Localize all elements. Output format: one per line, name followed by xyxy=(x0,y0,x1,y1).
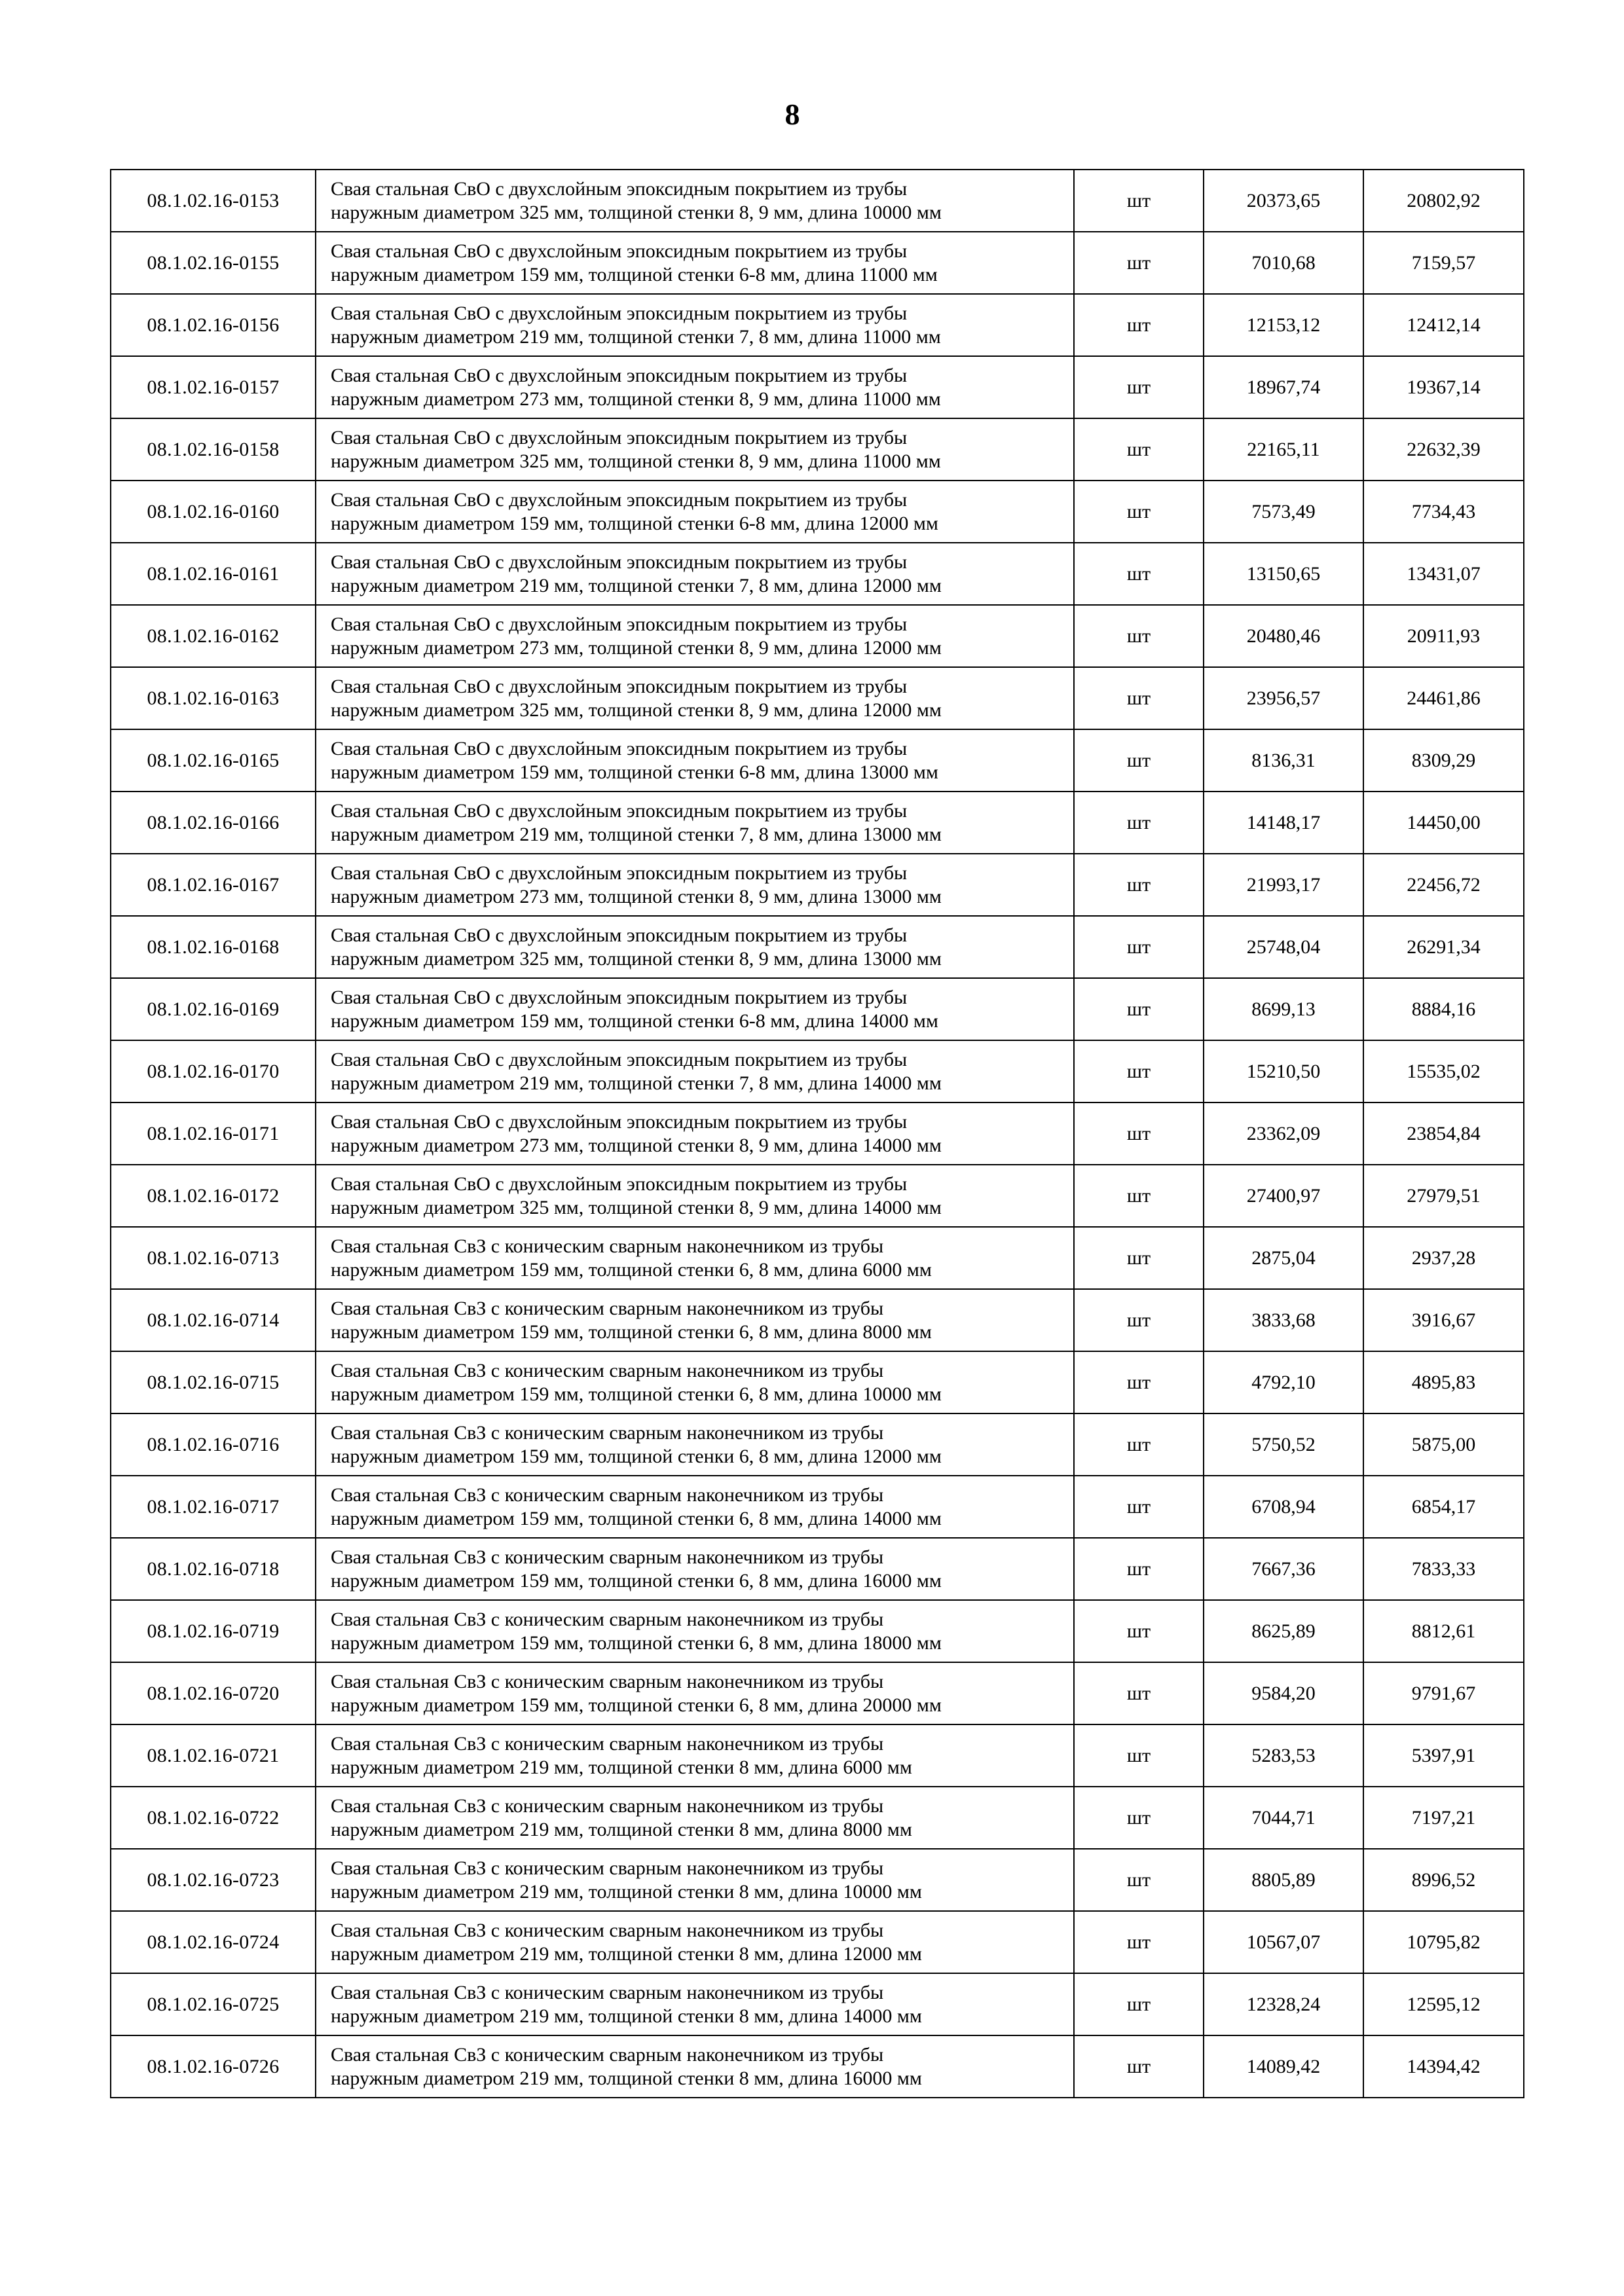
description-line-2: наружным диаметром 219 мм, толщиной стенки 7, 8 мм, длина 11000 мм xyxy=(331,325,941,348)
resource-code: 08.1.02.16-0165 xyxy=(111,729,316,792)
resource-description xyxy=(316,1787,1074,1849)
table-row xyxy=(111,1476,1524,1538)
resource-code: 08.1.02.16-0169 xyxy=(111,978,316,1040)
description-line-1: Свая стальная СвО с двухслойным эпоксидным покрытием из трубы xyxy=(331,924,908,946)
resource-description xyxy=(316,1911,1074,1973)
unit-of-measure: шт xyxy=(1074,1165,1204,1227)
resource-description xyxy=(316,1476,1074,1538)
description-line-1: Свая стальная СвО с двухслойным эпоксидным покрытием из трубы xyxy=(331,737,908,759)
price-value-1: 6708,94 xyxy=(1204,1476,1363,1538)
description-line-1: Свая стальная СвО с двухслойным эпоксидным покрытием из трубы xyxy=(331,1048,908,1070)
description-line-2: наружным диаметром 159 мм, толщиной стенки 6, 8 мм, длина 20000 мм xyxy=(331,1694,942,1716)
unit-of-measure: шт xyxy=(1074,1351,1204,1413)
table-row xyxy=(111,916,1524,978)
table-row xyxy=(111,294,1524,356)
description-line-1: Свая стальная СвО с двухслойным эпоксидным покрытием из трубы xyxy=(331,240,908,262)
unit-of-measure: шт xyxy=(1074,667,1204,729)
unit-of-measure: шт xyxy=(1074,854,1204,916)
resource-description xyxy=(316,232,1074,294)
table-row xyxy=(111,1911,1524,1973)
price-value-2: 5875,00 xyxy=(1363,1413,1524,1476)
table-row xyxy=(111,605,1524,667)
price-value-2: 2937,28 xyxy=(1363,1227,1524,1289)
unit-of-measure: шт xyxy=(1074,1724,1204,1787)
description-line-1: Свая стальная СвЗ с коническим сварным наконечником из трубы xyxy=(331,1235,884,1257)
table-row xyxy=(111,729,1524,792)
resource-code: 08.1.02.16-0714 xyxy=(111,1289,316,1351)
description-line-1: Свая стальная СвО с двухслойным эпоксидным покрытием из трубы xyxy=(331,986,908,1008)
description-line-1: Свая стальная СвО с двухслойным эпоксидным покрытием из трубы xyxy=(331,675,908,697)
resource-description xyxy=(316,1662,1074,1724)
description-line-1: Свая стальная СвЗ с коническим сварным наконечником из трубы xyxy=(331,1981,884,2003)
resource-code: 08.1.02.16-0720 xyxy=(111,1662,316,1724)
resource-description xyxy=(316,978,1074,1040)
resource-description xyxy=(316,667,1074,729)
description-line-1: Свая стальная СвО с двухслойным эпоксидным покрытием из трубы xyxy=(331,551,908,573)
resource-description xyxy=(316,1040,1074,1102)
resource-description xyxy=(316,2035,1074,2098)
description-line-1: Свая стальная СвЗ с коническим сварным наконечником из трубы xyxy=(331,1857,884,1879)
resource-description xyxy=(316,1165,1074,1227)
price-value-2: 23854,84 xyxy=(1363,1102,1524,1165)
resource-code: 08.1.02.16-0168 xyxy=(111,916,316,978)
resource-code: 08.1.02.16-0157 xyxy=(111,356,316,418)
description-line-1: Свая стальная СвО с двухслойным эпоксидным покрытием из трубы xyxy=(331,488,908,511)
price-value-2: 12412,14 xyxy=(1363,294,1524,356)
description-line-2: наружным диаметром 219 мм, толщиной стенки 8 мм, длина 10000 мм xyxy=(331,1880,922,1903)
resource-code: 08.1.02.16-0722 xyxy=(111,1787,316,1849)
resource-code: 08.1.02.16-0725 xyxy=(111,1973,316,2035)
price-value-2: 13431,07 xyxy=(1363,543,1524,605)
table-row xyxy=(111,1973,1524,2035)
resource-description xyxy=(316,1849,1074,1911)
description-line-1: Свая стальная СвО с двухслойным эпоксидным покрытием из трубы xyxy=(331,613,908,635)
price-value-2: 22456,72 xyxy=(1363,854,1524,916)
unit-of-measure: шт xyxy=(1074,1040,1204,1102)
price-table xyxy=(110,169,1524,2098)
unit-of-measure: шт xyxy=(1074,1227,1204,1289)
description-line-1: Свая стальная СвО с двухслойным эпоксидным покрытием из трубы xyxy=(331,862,908,884)
description-line-2: наружным диаметром 273 мм, толщиной стенки 8, 9 мм, длина 14000 мм xyxy=(331,1134,942,1156)
description-line-2: наружным диаметром 219 мм, толщиной стенки 8 мм, длина 14000 мм xyxy=(331,2005,922,2027)
table-row xyxy=(111,1351,1524,1413)
description-line-1: Свая стальная СвО с двухслойным эпоксидным покрытием из трубы xyxy=(331,1110,908,1133)
unit-of-measure: шт xyxy=(1074,1538,1204,1600)
price-value-2: 7734,43 xyxy=(1363,481,1524,543)
resource-description xyxy=(316,294,1074,356)
price-value-2: 7833,33 xyxy=(1363,1538,1524,1600)
price-value-1: 5750,52 xyxy=(1204,1413,1363,1476)
description-line-2: наружным диаметром 219 мм, толщиной стенки 8 мм, длина 6000 мм xyxy=(331,1756,912,1778)
unit-of-measure: шт xyxy=(1074,1476,1204,1538)
resource-description xyxy=(316,1351,1074,1413)
price-value-2: 4895,83 xyxy=(1363,1351,1524,1413)
resource-description xyxy=(316,1973,1074,2035)
description-line-1: Свая стальная СвЗ с коническим сварным наконечником из трубы xyxy=(331,1421,884,1444)
page-number: 8 xyxy=(784,98,800,131)
resource-code: 08.1.02.16-0161 xyxy=(111,543,316,605)
resource-code: 08.1.02.16-0160 xyxy=(111,481,316,543)
price-value-1: 25748,04 xyxy=(1204,916,1363,978)
description-line-2: наружным диаметром 219 мм, толщиной стенки 8 мм, длина 12000 мм xyxy=(331,1942,922,1965)
description-line-1: Свая стальная СвЗ с коническим сварным наконечником из трубы xyxy=(331,1484,884,1506)
table-row xyxy=(111,1227,1524,1289)
description-line-1: Свая стальная СвЗ с коническим сварным наконечником из трубы xyxy=(331,1732,884,1755)
description-line-1: Свая стальная СвО с двухслойным эпоксидным покрытием из трубы xyxy=(331,364,908,386)
price-value-1: 21993,17 xyxy=(1204,854,1363,916)
description-line-2: наружным диаметром 219 мм, толщиной стенки 8 мм, длина 16000 мм xyxy=(331,2067,922,2089)
price-value-2: 20911,93 xyxy=(1363,605,1524,667)
unit-of-measure: шт xyxy=(1074,605,1204,667)
description-line-2: наружным диаметром 273 мм, толщиной стенки 8, 9 мм, длина 13000 мм xyxy=(331,885,942,907)
table-row xyxy=(111,854,1524,916)
description-line-2: наружным диаметром 159 мм, толщиной стенки 6-8 мм, длина 14000 мм xyxy=(331,1010,938,1032)
resource-code: 08.1.02.16-0166 xyxy=(111,792,316,854)
description-line-1: Свая стальная СвЗ с коническим сварным наконечником из трубы xyxy=(331,1608,884,1630)
price-value-2: 3916,67 xyxy=(1363,1289,1524,1351)
price-value-1: 7010,68 xyxy=(1204,232,1363,294)
price-value-2: 22632,39 xyxy=(1363,418,1524,481)
unit-of-measure: шт xyxy=(1074,1911,1204,1973)
price-value-1: 12328,24 xyxy=(1204,1973,1363,2035)
description-line-2: наружным диаметром 159 мм, толщиной стенки 6, 8 мм, длина 6000 мм xyxy=(331,1258,932,1281)
price-value-1: 4792,10 xyxy=(1204,1351,1363,1413)
description-line-2: наружным диаметром 219 мм, толщиной стенки 7, 8 мм, длина 12000 мм xyxy=(331,574,942,596)
resource-code: 08.1.02.16-0162 xyxy=(111,605,316,667)
price-value-2: 24461,86 xyxy=(1363,667,1524,729)
resource-code: 08.1.02.16-0156 xyxy=(111,294,316,356)
price-value-1: 14089,42 xyxy=(1204,2035,1363,2098)
table-row xyxy=(111,418,1524,481)
unit-of-measure: шт xyxy=(1074,294,1204,356)
resource-description xyxy=(316,1538,1074,1600)
resource-code: 08.1.02.16-0715 xyxy=(111,1351,316,1413)
resource-code: 08.1.02.16-0724 xyxy=(111,1911,316,1973)
description-line-2: наружным диаметром 159 мм, толщиной стенки 6, 8 мм, длина 12000 мм xyxy=(331,1445,942,1467)
price-value-1: 7667,36 xyxy=(1204,1538,1363,1600)
resource-code: 08.1.02.16-0171 xyxy=(111,1102,316,1165)
resource-description xyxy=(316,543,1074,605)
price-value-2: 15535,02 xyxy=(1363,1040,1524,1102)
table-row xyxy=(111,1662,1524,1724)
resource-description xyxy=(316,481,1074,543)
resource-description xyxy=(316,1724,1074,1787)
resource-code: 08.1.02.16-0721 xyxy=(111,1724,316,1787)
resource-code: 08.1.02.16-0163 xyxy=(111,667,316,729)
description-line-1: Свая стальная СвО с двухслойным эпоксидным покрытием из трубы xyxy=(331,1173,908,1195)
unit-of-measure: шт xyxy=(1074,1973,1204,2035)
unit-of-measure: шт xyxy=(1074,729,1204,792)
resource-code: 08.1.02.16-0153 xyxy=(111,170,316,232)
unit-of-measure: шт xyxy=(1074,1102,1204,1165)
price-value-1: 23362,09 xyxy=(1204,1102,1363,1165)
resource-description xyxy=(316,418,1074,481)
description-line-2: наружным диаметром 219 мм, толщиной стенки 8 мм, длина 8000 мм xyxy=(331,1818,912,1840)
unit-of-measure: шт xyxy=(1074,1413,1204,1476)
resource-code: 08.1.02.16-0158 xyxy=(111,418,316,481)
description-line-2: наружным диаметром 159 мм, толщиной стенки 6, 8 мм, длина 10000 мм xyxy=(331,1383,942,1405)
table-row xyxy=(111,1102,1524,1165)
description-line-2: наружным диаметром 273 мм, толщиной стенки 8, 9 мм, длина 11000 мм xyxy=(331,388,941,410)
resource-description xyxy=(316,356,1074,418)
resource-code: 08.1.02.16-0155 xyxy=(111,232,316,294)
table-row xyxy=(111,232,1524,294)
price-value-1: 5283,53 xyxy=(1204,1724,1363,1787)
price-value-2: 14394,42 xyxy=(1363,2035,1524,2098)
table-body xyxy=(111,170,1524,2098)
price-value-2: 8996,52 xyxy=(1363,1849,1524,1911)
table-row xyxy=(111,978,1524,1040)
description-line-2: наружным диаметром 219 мм, толщиной стенки 7, 8 мм, длина 13000 мм xyxy=(331,823,942,845)
unit-of-measure: шт xyxy=(1074,1662,1204,1724)
price-value-1: 9584,20 xyxy=(1204,1662,1363,1724)
price-value-1: 3833,68 xyxy=(1204,1289,1363,1351)
resource-code: 08.1.02.16-0167 xyxy=(111,854,316,916)
unit-of-measure: шт xyxy=(1074,1849,1204,1911)
price-value-1: 20480,46 xyxy=(1204,605,1363,667)
description-line-2: наружным диаметром 325 мм, толщиной стенки 8, 9 мм, длина 10000 мм xyxy=(331,201,942,223)
table-row xyxy=(111,356,1524,418)
resource-code: 08.1.02.16-0726 xyxy=(111,2035,316,2098)
price-value-2: 9791,67 xyxy=(1363,1662,1524,1724)
price-value-1: 12153,12 xyxy=(1204,294,1363,356)
price-value-2: 7159,57 xyxy=(1363,232,1524,294)
price-value-1: 7573,49 xyxy=(1204,481,1363,543)
unit-of-measure: шт xyxy=(1074,418,1204,481)
price-value-1: 20373,65 xyxy=(1204,170,1363,232)
price-value-1: 18967,74 xyxy=(1204,356,1363,418)
unit-of-measure: шт xyxy=(1074,2035,1204,2098)
table-row xyxy=(111,1289,1524,1351)
resource-code: 08.1.02.16-0719 xyxy=(111,1600,316,1662)
description-line-2: наружным диаметром 325 мм, толщиной стенки 8, 9 мм, длина 11000 мм xyxy=(331,450,941,472)
description-line-2: наружным диаметром 273 мм, толщиной стенки 8, 9 мм, длина 12000 мм xyxy=(331,636,942,659)
resource-description xyxy=(316,1102,1074,1165)
price-value-1: 8136,31 xyxy=(1204,729,1363,792)
unit-of-measure: шт xyxy=(1074,232,1204,294)
table-row xyxy=(111,1165,1524,1227)
unit-of-measure: шт xyxy=(1074,1289,1204,1351)
description-line-2: наружным диаметром 159 мм, толщиной стенки 6, 8 мм, длина 14000 мм xyxy=(331,1507,942,1529)
description-line-1: Свая стальная СвО с двухслойным эпоксидным покрытием из трубы xyxy=(331,426,908,448)
description-line-2: наружным диаметром 159 мм, толщиной стенки 6-8 мм, длина 12000 мм xyxy=(331,512,938,534)
description-line-2: наружным диаметром 325 мм, толщиной стенки 8, 9 мм, длина 13000 мм xyxy=(331,947,942,970)
unit-of-measure: шт xyxy=(1074,1600,1204,1662)
table-row xyxy=(111,481,1524,543)
resource-code: 08.1.02.16-0170 xyxy=(111,1040,316,1102)
description-line-2: наружным диаметром 159 мм, толщиной стенки 6, 8 мм, длина 8000 мм xyxy=(331,1321,932,1343)
description-line-1: Свая стальная СвЗ с коническим сварным наконечником из трубы xyxy=(331,2043,884,2066)
price-value-2: 5397,91 xyxy=(1363,1724,1524,1787)
description-line-1: Свая стальная СвЗ с коническим сварным наконечником из трубы xyxy=(331,1297,884,1319)
unit-of-measure: шт xyxy=(1074,792,1204,854)
resource-code: 08.1.02.16-0713 xyxy=(111,1227,316,1289)
price-value-1: 8699,13 xyxy=(1204,978,1363,1040)
resource-code: 08.1.02.16-0723 xyxy=(111,1849,316,1911)
resource-description xyxy=(316,792,1074,854)
table-row xyxy=(111,170,1524,232)
price-value-2: 26291,34 xyxy=(1363,916,1524,978)
unit-of-measure: шт xyxy=(1074,170,1204,232)
resource-description xyxy=(316,854,1074,916)
table-row xyxy=(111,1413,1524,1476)
price-value-2: 7197,21 xyxy=(1363,1787,1524,1849)
table-row xyxy=(111,1040,1524,1102)
unit-of-measure: шт xyxy=(1074,916,1204,978)
price-value-2: 20802,92 xyxy=(1363,170,1524,232)
description-line-1: Свая стальная СвЗ с коническим сварным наконечником из трубы xyxy=(331,1670,884,1692)
description-line-2: наружным диаметром 159 мм, толщиной стенки 6-8 мм, длина 13000 мм xyxy=(331,761,938,783)
price-value-1: 8625,89 xyxy=(1204,1600,1363,1662)
description-line-1: Свая стальная СвО с двухслойным эпоксидным покрытием из трубы xyxy=(331,177,908,200)
price-value-1: 8805,89 xyxy=(1204,1849,1363,1911)
description-line-1: Свая стальная СвЗ с коническим сварным наконечником из трубы xyxy=(331,1919,884,1941)
description-line-2: наружным диаметром 325 мм, толщиной стенки 8, 9 мм, длина 12000 мм xyxy=(331,699,942,721)
price-value-1: 15210,50 xyxy=(1204,1040,1363,1102)
table-row xyxy=(111,1538,1524,1600)
unit-of-measure: шт xyxy=(1074,356,1204,418)
resource-code: 08.1.02.16-0716 xyxy=(111,1413,316,1476)
table-row xyxy=(111,1849,1524,1911)
price-value-1: 22165,11 xyxy=(1204,418,1363,481)
price-value-1: 13150,65 xyxy=(1204,543,1363,605)
description-line-1: Свая стальная СвО с двухслойным эпоксидным покрытием из трубы xyxy=(331,302,908,324)
resource-description xyxy=(316,605,1074,667)
price-value-2: 12595,12 xyxy=(1363,1973,1524,2035)
table-row xyxy=(111,1600,1524,1662)
resource-description xyxy=(316,1600,1074,1662)
unit-of-measure: шт xyxy=(1074,1787,1204,1849)
price-value-1: 10567,07 xyxy=(1204,1911,1363,1973)
table-row xyxy=(111,792,1524,854)
description-line-2: наружным диаметром 159 мм, толщиной стенки 6, 8 мм, длина 18000 мм xyxy=(331,1631,942,1654)
price-value-2: 19367,14 xyxy=(1363,356,1524,418)
unit-of-measure: шт xyxy=(1074,978,1204,1040)
price-value-2: 8812,61 xyxy=(1363,1600,1524,1662)
description-line-1: Свая стальная СвО с двухслойным эпоксидным покрытием из трубы xyxy=(331,799,908,822)
resource-description xyxy=(316,1413,1074,1476)
resource-description xyxy=(316,1289,1074,1351)
price-value-2: 10795,82 xyxy=(1363,1911,1524,1973)
price-value-1: 2875,04 xyxy=(1204,1227,1363,1289)
table-row xyxy=(111,1787,1524,1849)
table-row xyxy=(111,1724,1524,1787)
price-value-1: 23956,57 xyxy=(1204,667,1363,729)
price-value-1: 7044,71 xyxy=(1204,1787,1363,1849)
resource-description xyxy=(316,729,1074,792)
description-line-2: наружным диаметром 325 мм, толщиной стенки 8, 9 мм, длина 14000 мм xyxy=(331,1196,942,1218)
unit-of-measure: шт xyxy=(1074,543,1204,605)
price-value-2: 27979,51 xyxy=(1363,1165,1524,1227)
resource-code: 08.1.02.16-0172 xyxy=(111,1165,316,1227)
resource-code: 08.1.02.16-0717 xyxy=(111,1476,316,1538)
description-line-1: Свая стальная СвЗ с коническим сварным наконечником из трубы xyxy=(331,1359,884,1381)
table-row xyxy=(111,667,1524,729)
price-value-2: 8884,16 xyxy=(1363,978,1524,1040)
description-line-2: наружным диаметром 219 мм, толщиной стенки 7, 8 мм, длина 14000 мм xyxy=(331,1072,942,1094)
resource-description xyxy=(316,1227,1074,1289)
description-line-2: наружным диаметром 159 мм, толщиной стенки 6-8 мм, длина 11000 мм xyxy=(331,263,938,285)
description-line-1: Свая стальная СвЗ с коническим сварным наконечником из трубы xyxy=(331,1795,884,1817)
resource-code: 08.1.02.16-0718 xyxy=(111,1538,316,1600)
unit-of-measure: шт xyxy=(1074,481,1204,543)
price-value-1: 27400,97 xyxy=(1204,1165,1363,1227)
resource-description xyxy=(316,916,1074,978)
table-row xyxy=(111,2035,1524,2098)
table-row xyxy=(111,543,1524,605)
description-line-1: Свая стальная СвЗ с коническим сварным наконечником из трубы xyxy=(331,1546,884,1568)
description-line-2: наружным диаметром 159 мм, толщиной стенки 6, 8 мм, длина 16000 мм xyxy=(331,1569,942,1592)
price-value-1: 14148,17 xyxy=(1204,792,1363,854)
price-value-2: 14450,00 xyxy=(1363,792,1524,854)
resource-description xyxy=(316,170,1074,232)
price-value-2: 6854,17 xyxy=(1363,1476,1524,1538)
price-value-2: 8309,29 xyxy=(1363,729,1524,792)
